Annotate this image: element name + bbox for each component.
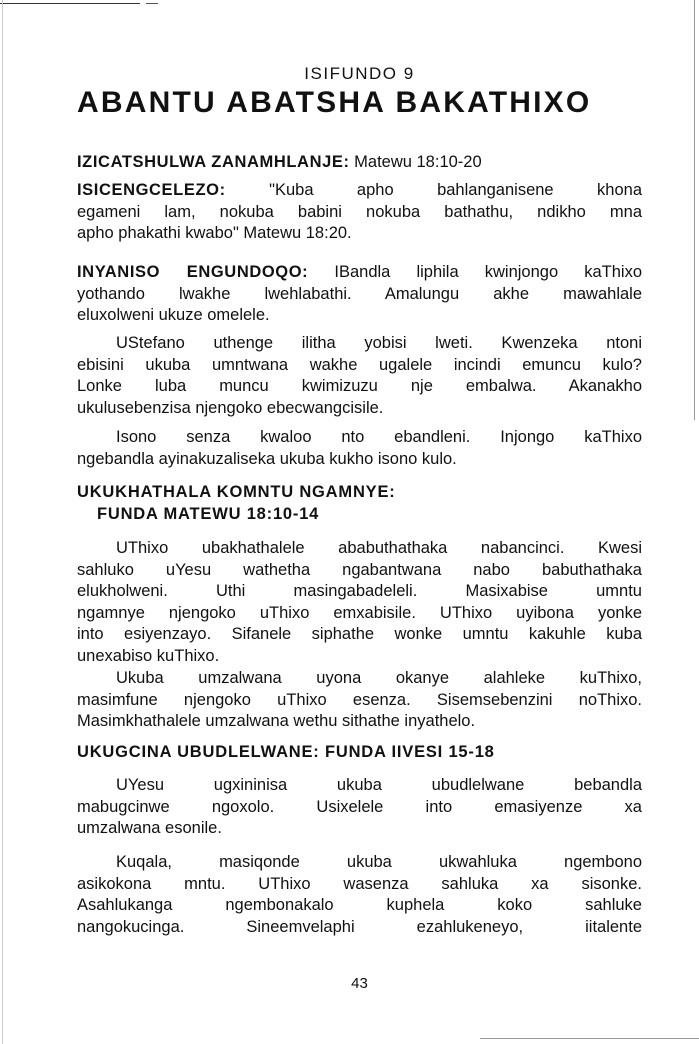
section-heading	[77, 742, 642, 764]
reading-label: IZICATSHULWA ZANAMHLANJE:	[77, 153, 350, 171]
paragraph	[77, 668, 642, 733]
paragraph	[77, 427, 642, 470]
text-line: Asahlukanga ngembonakalo kuphela koko sahluke	[77, 896, 642, 914]
reading-reference	[77, 152, 642, 174]
text-line: Masimkhathalele umzalwana wethu sithathe inyathelo.	[77, 712, 476, 730]
scan-edge-line	[480, 1038, 699, 1039]
section-heading-line: UKUKHATHALA KOMNTU NGAMNYE:	[77, 483, 396, 501]
paragraph	[77, 538, 642, 667]
label: INYANISO ENGUNDOQO:	[77, 263, 309, 281]
text-line: Isono senza kwaloo nto ebandleni. Injongo kaThixo	[116, 428, 642, 446]
text-line: Ukuba umzalwana uyona okanye alahleke kuThixo,	[116, 669, 642, 687]
text-line: masimfune njengoko uThixo esenza. Sisemsebenzini noThixo.	[77, 690, 642, 709]
paragraph	[77, 333, 642, 419]
text-line: unexabiso kuThixo.	[77, 646, 220, 665]
paragraph	[77, 775, 642, 840]
text-line: yothando lwakhe lwehlabathi. Amalungu akhe mawahlale	[77, 284, 642, 303]
scan-edge-line	[2, 0, 3, 1044]
text-line: sahluko uYesu wathetha ngabantwana nabo babuthathaka	[77, 560, 642, 579]
text-line: ebisini ukuba umntwana wakhe ugalele incindi emuncu kulo?	[77, 355, 642, 374]
section-heading	[77, 482, 642, 525]
text-line: UStefano uthenge ilitha yobisi lweti. Kwenzeka ntoni	[116, 334, 642, 352]
lesson-number: ISIFUNDO 9	[304, 64, 415, 83]
text-line: ngebandla ayinakuzaliseka ukuba kukho isono kulo.	[77, 449, 457, 468]
page-number: 43	[351, 975, 368, 992]
text-line: asikokona mntu. UThixo wasenza sahluka xa sisonke.	[77, 874, 642, 893]
scan-edge-line	[694, 0, 695, 420]
text-line: eluxolweni ukuze omelele.	[77, 306, 270, 324]
page-title: ABANTU ABATSHA BAKATHIXO	[77, 86, 592, 119]
text-line: apho phakathi kwabo" Matewu 18:20.	[77, 224, 352, 242]
memory-verse	[77, 180, 642, 245]
text-line: elukholweni. Uthi masingabadeleli. Masixabise umntu	[77, 582, 642, 600]
main-truth	[77, 262, 642, 327]
text-line: into esiyenzayo. Sifanele siphathe wonke umntu kakuhle kuba	[77, 625, 642, 643]
text-line: mabugcinwe ngoxolo. Usixelele into emasiyenze xa	[77, 797, 642, 816]
text-line: egameni lam, nokuba babini nokuba bathathu, ndikho mna	[77, 202, 642, 221]
text-line	[77, 262, 642, 284]
paragraph	[77, 852, 642, 938]
reading-text: Matewu 18:10-20	[349, 153, 482, 171]
scan-edge-line	[0, 3, 140, 4]
text-line: UYesu ugxininisa ukuba ubudlelwane bebandla	[116, 776, 642, 794]
text-line: umzalwana esonile.	[77, 819, 222, 837]
section-heading-line: UKUGCINA UBUDLELWANE: FUNDA IIVESI 15-18	[77, 743, 495, 761]
scan-edge-line	[146, 3, 158, 4]
text: IBandla liphila kwinjongo kaThixo	[308, 263, 642, 281]
text-line: Lonke luba muncu kwimizuzu nje embalwa. Akanakho	[77, 377, 642, 395]
label: ISICENGCELEZO:	[77, 181, 226, 199]
text-line: nangokucinga. Sineemvelaphi ezahlukeneyo, iitalente	[77, 917, 642, 936]
text-line: ukulusebenzisa njengoko ebecwangcisile.	[77, 398, 384, 417]
text-line: UThixo ubakhathalele ababuthathaka nabancinci. Kwesi	[116, 539, 642, 557]
text-line: ngamnye njengoko uThixo emxabisile. UThixo uyibona yonke	[77, 603, 642, 622]
text-line: Kuqala, masiqonde ukuba ukwahluka ngembono	[116, 853, 642, 871]
section-heading-line: FUNDA MATEWU 18:10-14	[97, 504, 320, 523]
text-line	[77, 180, 642, 202]
text: "Kuba apho bahlanganisene khona	[225, 181, 642, 199]
